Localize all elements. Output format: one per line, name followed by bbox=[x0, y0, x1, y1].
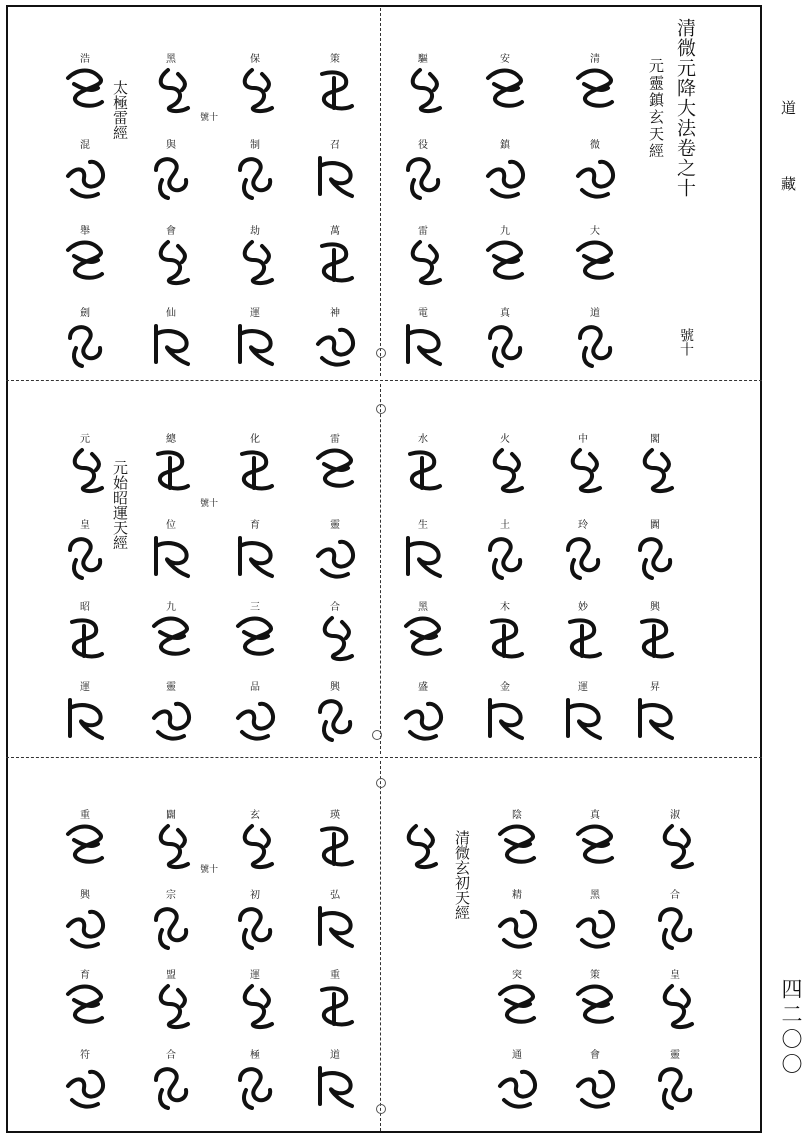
seal-glyph bbox=[232, 318, 278, 370]
glyph-gloss: 合 bbox=[330, 602, 340, 613]
glyph-gloss: 昇 bbox=[650, 682, 660, 693]
seal-glyph bbox=[494, 900, 540, 952]
glyph-gloss: 符 bbox=[80, 1050, 90, 1061]
seal-glyph bbox=[400, 530, 446, 582]
seal-glyph bbox=[482, 530, 528, 582]
seal-glyph bbox=[62, 692, 108, 744]
seal-glyph bbox=[312, 612, 358, 664]
glyph-gloss: 闢 bbox=[166, 810, 176, 821]
glyph-gloss: 靈 bbox=[166, 682, 176, 693]
glyph-gloss: 運 bbox=[80, 682, 90, 693]
seal-glyph bbox=[62, 900, 108, 952]
binding-hole bbox=[376, 404, 386, 414]
seal-glyph bbox=[312, 444, 358, 496]
seal-glyph bbox=[400, 236, 446, 288]
glyph-gloss: 鎮 bbox=[500, 140, 510, 151]
glyph-gloss: 電 bbox=[418, 308, 428, 319]
seal-glyph bbox=[482, 318, 528, 370]
glyph-gloss: 育 bbox=[250, 520, 260, 531]
glyph-gloss: 大 bbox=[590, 226, 600, 237]
seal-glyph bbox=[312, 150, 358, 202]
binding-hole bbox=[372, 730, 382, 740]
volume-number-label: 號十 bbox=[678, 328, 694, 356]
seal-glyph bbox=[572, 1060, 618, 1112]
glyph-gloss: 中 bbox=[578, 434, 588, 445]
glyph-gloss: 總 bbox=[166, 434, 176, 445]
glyph-gloss: 瑛 bbox=[330, 810, 340, 821]
seal-glyph bbox=[482, 444, 528, 496]
seal-glyph bbox=[400, 692, 446, 744]
seal-glyph bbox=[494, 1060, 540, 1112]
seal-glyph bbox=[560, 530, 606, 582]
seal-glyph bbox=[572, 318, 618, 370]
side-mark: 號十 bbox=[200, 499, 219, 509]
seal-glyph bbox=[482, 150, 528, 202]
seal-glyph bbox=[148, 980, 194, 1032]
center-fold-3 bbox=[380, 761, 381, 1131]
seal-glyph bbox=[62, 1060, 108, 1112]
seal-glyph bbox=[312, 318, 358, 370]
glyph-gloss: 會 bbox=[166, 226, 176, 237]
seal-glyph bbox=[62, 64, 108, 116]
glyph-gloss: 清 bbox=[590, 54, 600, 65]
glyph-gloss: 靈 bbox=[670, 1050, 680, 1061]
seal-glyph bbox=[62, 530, 108, 582]
seal-glyph bbox=[482, 612, 528, 664]
seal-glyph bbox=[148, 64, 194, 116]
scripture-title: 元靈鎮玄天經 bbox=[647, 58, 665, 160]
glyph-gloss: 宗 bbox=[166, 890, 176, 901]
seal-glyph bbox=[232, 236, 278, 288]
glyph-gloss: 雷 bbox=[330, 434, 340, 445]
glyph-gloss: 品 bbox=[250, 682, 260, 693]
seal-glyph bbox=[494, 820, 540, 872]
glyph-gloss: 水 bbox=[418, 434, 428, 445]
glyph-gloss: 與 bbox=[166, 140, 176, 151]
glyph-gloss: 道 bbox=[590, 308, 600, 319]
glyph-gloss: 妙 bbox=[578, 602, 588, 613]
binding-hole bbox=[376, 1104, 386, 1114]
glyph-gloss: 仙 bbox=[166, 308, 176, 319]
glyph-gloss: 劫 bbox=[250, 226, 260, 237]
side-mark: 號十 bbox=[200, 865, 219, 875]
glyph-gloss: 安 bbox=[500, 54, 510, 65]
side-mark: 號十 bbox=[200, 113, 219, 123]
center-fold-2 bbox=[380, 384, 381, 754]
seal-glyph bbox=[232, 820, 278, 872]
seal-glyph bbox=[232, 64, 278, 116]
seal-glyph bbox=[400, 64, 446, 116]
seal-glyph bbox=[148, 820, 194, 872]
glyph-gloss: 土 bbox=[500, 520, 510, 531]
glyph-gloss: 極 bbox=[250, 1050, 260, 1061]
seal-glyph bbox=[312, 692, 358, 744]
seal-glyph bbox=[572, 900, 618, 952]
section-divider-2 bbox=[6, 757, 762, 758]
seal-glyph bbox=[232, 150, 278, 202]
glyph-gloss: 通 bbox=[512, 1050, 522, 1061]
seal-glyph bbox=[482, 236, 528, 288]
seal-glyph bbox=[494, 980, 540, 1032]
binding-hole bbox=[376, 778, 386, 788]
seal-glyph bbox=[312, 64, 358, 116]
seal-glyph bbox=[232, 1060, 278, 1112]
glyph-gloss: 闐 bbox=[650, 520, 660, 531]
seal-glyph bbox=[572, 236, 618, 288]
glyph-gloss: 三 bbox=[250, 602, 260, 613]
glyph-gloss: 黑 bbox=[418, 602, 428, 613]
glyph-gloss: 雷 bbox=[418, 226, 428, 237]
glyph-gloss: 靈 bbox=[330, 520, 340, 531]
glyph-gloss: 會 bbox=[590, 1050, 600, 1061]
seal-glyph bbox=[400, 444, 446, 496]
glyph-gloss: 盟 bbox=[166, 970, 176, 981]
glyph-gloss: 真 bbox=[500, 308, 510, 319]
glyph-gloss: 神 bbox=[330, 308, 340, 319]
seal-glyph bbox=[632, 530, 678, 582]
seal-glyph bbox=[62, 150, 108, 202]
glyph-gloss: 運 bbox=[578, 682, 588, 693]
seal-glyph bbox=[572, 820, 618, 872]
binding-hole bbox=[376, 348, 386, 358]
seal-glyph bbox=[482, 692, 528, 744]
glyph-gloss: 玄 bbox=[250, 810, 260, 821]
seal-glyph bbox=[482, 64, 528, 116]
glyph-gloss: 盛 bbox=[418, 682, 428, 693]
seal-glyph bbox=[148, 612, 194, 664]
seal-glyph bbox=[400, 612, 446, 664]
glyph-gloss: 舉 bbox=[80, 226, 90, 237]
seal-glyph bbox=[572, 150, 618, 202]
glyph-gloss: 皇 bbox=[670, 970, 680, 981]
seal-glyph bbox=[396, 820, 442, 872]
seal-glyph bbox=[232, 692, 278, 744]
glyph-gloss: 保 bbox=[250, 54, 260, 65]
seal-glyph bbox=[148, 444, 194, 496]
glyph-gloss: 淑 bbox=[670, 810, 680, 821]
glyph-gloss: 重 bbox=[330, 970, 340, 981]
glyph-gloss: 萬 bbox=[330, 226, 340, 237]
glyph-gloss: 生 bbox=[418, 520, 428, 531]
glyph-gloss: 九 bbox=[500, 226, 510, 237]
seal-glyph bbox=[632, 612, 678, 664]
glyph-gloss: 興 bbox=[330, 682, 340, 693]
seal-glyph bbox=[632, 444, 678, 496]
seal-glyph bbox=[148, 318, 194, 370]
seal-glyph bbox=[232, 612, 278, 664]
seal-glyph bbox=[232, 980, 278, 1032]
seal-glyph bbox=[232, 900, 278, 952]
glyph-gloss: 元 bbox=[80, 434, 90, 445]
glyph-gloss: 黑 bbox=[166, 54, 176, 65]
glyph-gloss: 重 bbox=[80, 810, 90, 821]
glyph-gloss: 金 bbox=[500, 682, 510, 693]
glyph-gloss: 召 bbox=[330, 140, 340, 151]
seal-glyph bbox=[148, 1060, 194, 1112]
seal-glyph bbox=[62, 820, 108, 872]
scripture-note: 清微玄初天經 bbox=[453, 830, 471, 920]
glyph-gloss: 道 bbox=[330, 1050, 340, 1061]
seal-glyph bbox=[400, 150, 446, 202]
glyph-gloss: 運 bbox=[250, 308, 260, 319]
seal-glyph bbox=[148, 236, 194, 288]
glyph-gloss: 皇 bbox=[80, 520, 90, 531]
center-fold-1 bbox=[380, 8, 381, 376]
glyph-gloss: 火 bbox=[500, 434, 510, 445]
glyph-gloss: 化 bbox=[250, 434, 260, 445]
glyph-gloss: 混 bbox=[80, 140, 90, 151]
margin-daozang-top: 道 bbox=[779, 100, 797, 115]
scripture-note: 太極雷經 bbox=[111, 80, 129, 140]
glyph-gloss: 玲 bbox=[578, 520, 588, 531]
scroll-title: 清微元降大法卷之十 bbox=[674, 18, 696, 198]
glyph-gloss: 突 bbox=[512, 970, 522, 981]
seal-glyph bbox=[572, 64, 618, 116]
seal-glyph bbox=[312, 900, 358, 952]
seal-glyph bbox=[632, 692, 678, 744]
margin-daozang-bottom: 藏 bbox=[779, 176, 797, 191]
seal-glyph bbox=[400, 318, 446, 370]
glyph-gloss: 役 bbox=[418, 140, 428, 151]
glyph-gloss: 木 bbox=[500, 602, 510, 613]
seal-glyph bbox=[560, 612, 606, 664]
seal-glyph bbox=[560, 444, 606, 496]
seal-glyph bbox=[148, 150, 194, 202]
seal-glyph bbox=[62, 444, 108, 496]
glyph-gloss: 興 bbox=[80, 890, 90, 901]
glyph-gloss: 策 bbox=[330, 54, 340, 65]
seal-glyph bbox=[148, 530, 194, 582]
glyph-gloss: 驅 bbox=[418, 54, 428, 65]
seal-glyph bbox=[62, 980, 108, 1032]
seal-glyph bbox=[572, 980, 618, 1032]
page-number: 四二〇〇 bbox=[779, 978, 803, 1078]
glyph-gloss: 九 bbox=[166, 602, 176, 613]
seal-glyph bbox=[312, 1060, 358, 1112]
scripture-note: 元始昭運天經 bbox=[111, 460, 129, 550]
seal-glyph bbox=[312, 530, 358, 582]
glyph-gloss: 制 bbox=[250, 140, 260, 151]
seal-glyph bbox=[148, 692, 194, 744]
glyph-gloss: 育 bbox=[80, 970, 90, 981]
glyph-gloss: 浩 bbox=[80, 54, 90, 65]
seal-glyph bbox=[652, 900, 698, 952]
glyph-gloss: 弘 bbox=[330, 890, 340, 901]
glyph-gloss: 真 bbox=[590, 810, 600, 821]
seal-glyph bbox=[560, 692, 606, 744]
glyph-gloss: 位 bbox=[166, 520, 176, 531]
section-divider-1 bbox=[6, 380, 762, 381]
seal-glyph bbox=[652, 980, 698, 1032]
seal-glyph bbox=[312, 236, 358, 288]
seal-glyph bbox=[652, 820, 698, 872]
glyph-gloss: 策 bbox=[590, 970, 600, 981]
glyph-gloss: 微 bbox=[590, 140, 600, 151]
glyph-gloss: 黑 bbox=[590, 890, 600, 901]
seal-glyph bbox=[312, 820, 358, 872]
seal-glyph bbox=[232, 444, 278, 496]
seal-glyph bbox=[62, 318, 108, 370]
seal-glyph bbox=[62, 236, 108, 288]
glyph-gloss: 合 bbox=[670, 890, 680, 901]
glyph-gloss: 劍 bbox=[80, 308, 90, 319]
seal-glyph bbox=[652, 1060, 698, 1112]
seal-glyph bbox=[232, 530, 278, 582]
glyph-gloss: 閣 bbox=[650, 434, 660, 445]
seal-glyph bbox=[312, 980, 358, 1032]
glyph-gloss: 昭 bbox=[80, 602, 90, 613]
glyph-gloss: 精 bbox=[512, 890, 522, 901]
glyph-gloss: 初 bbox=[250, 890, 260, 901]
glyph-gloss: 運 bbox=[250, 970, 260, 981]
glyph-gloss: 陰 bbox=[512, 810, 522, 821]
glyph-gloss: 興 bbox=[650, 602, 660, 613]
seal-glyph bbox=[62, 612, 108, 664]
seal-glyph bbox=[148, 900, 194, 952]
glyph-gloss: 合 bbox=[166, 1050, 176, 1061]
